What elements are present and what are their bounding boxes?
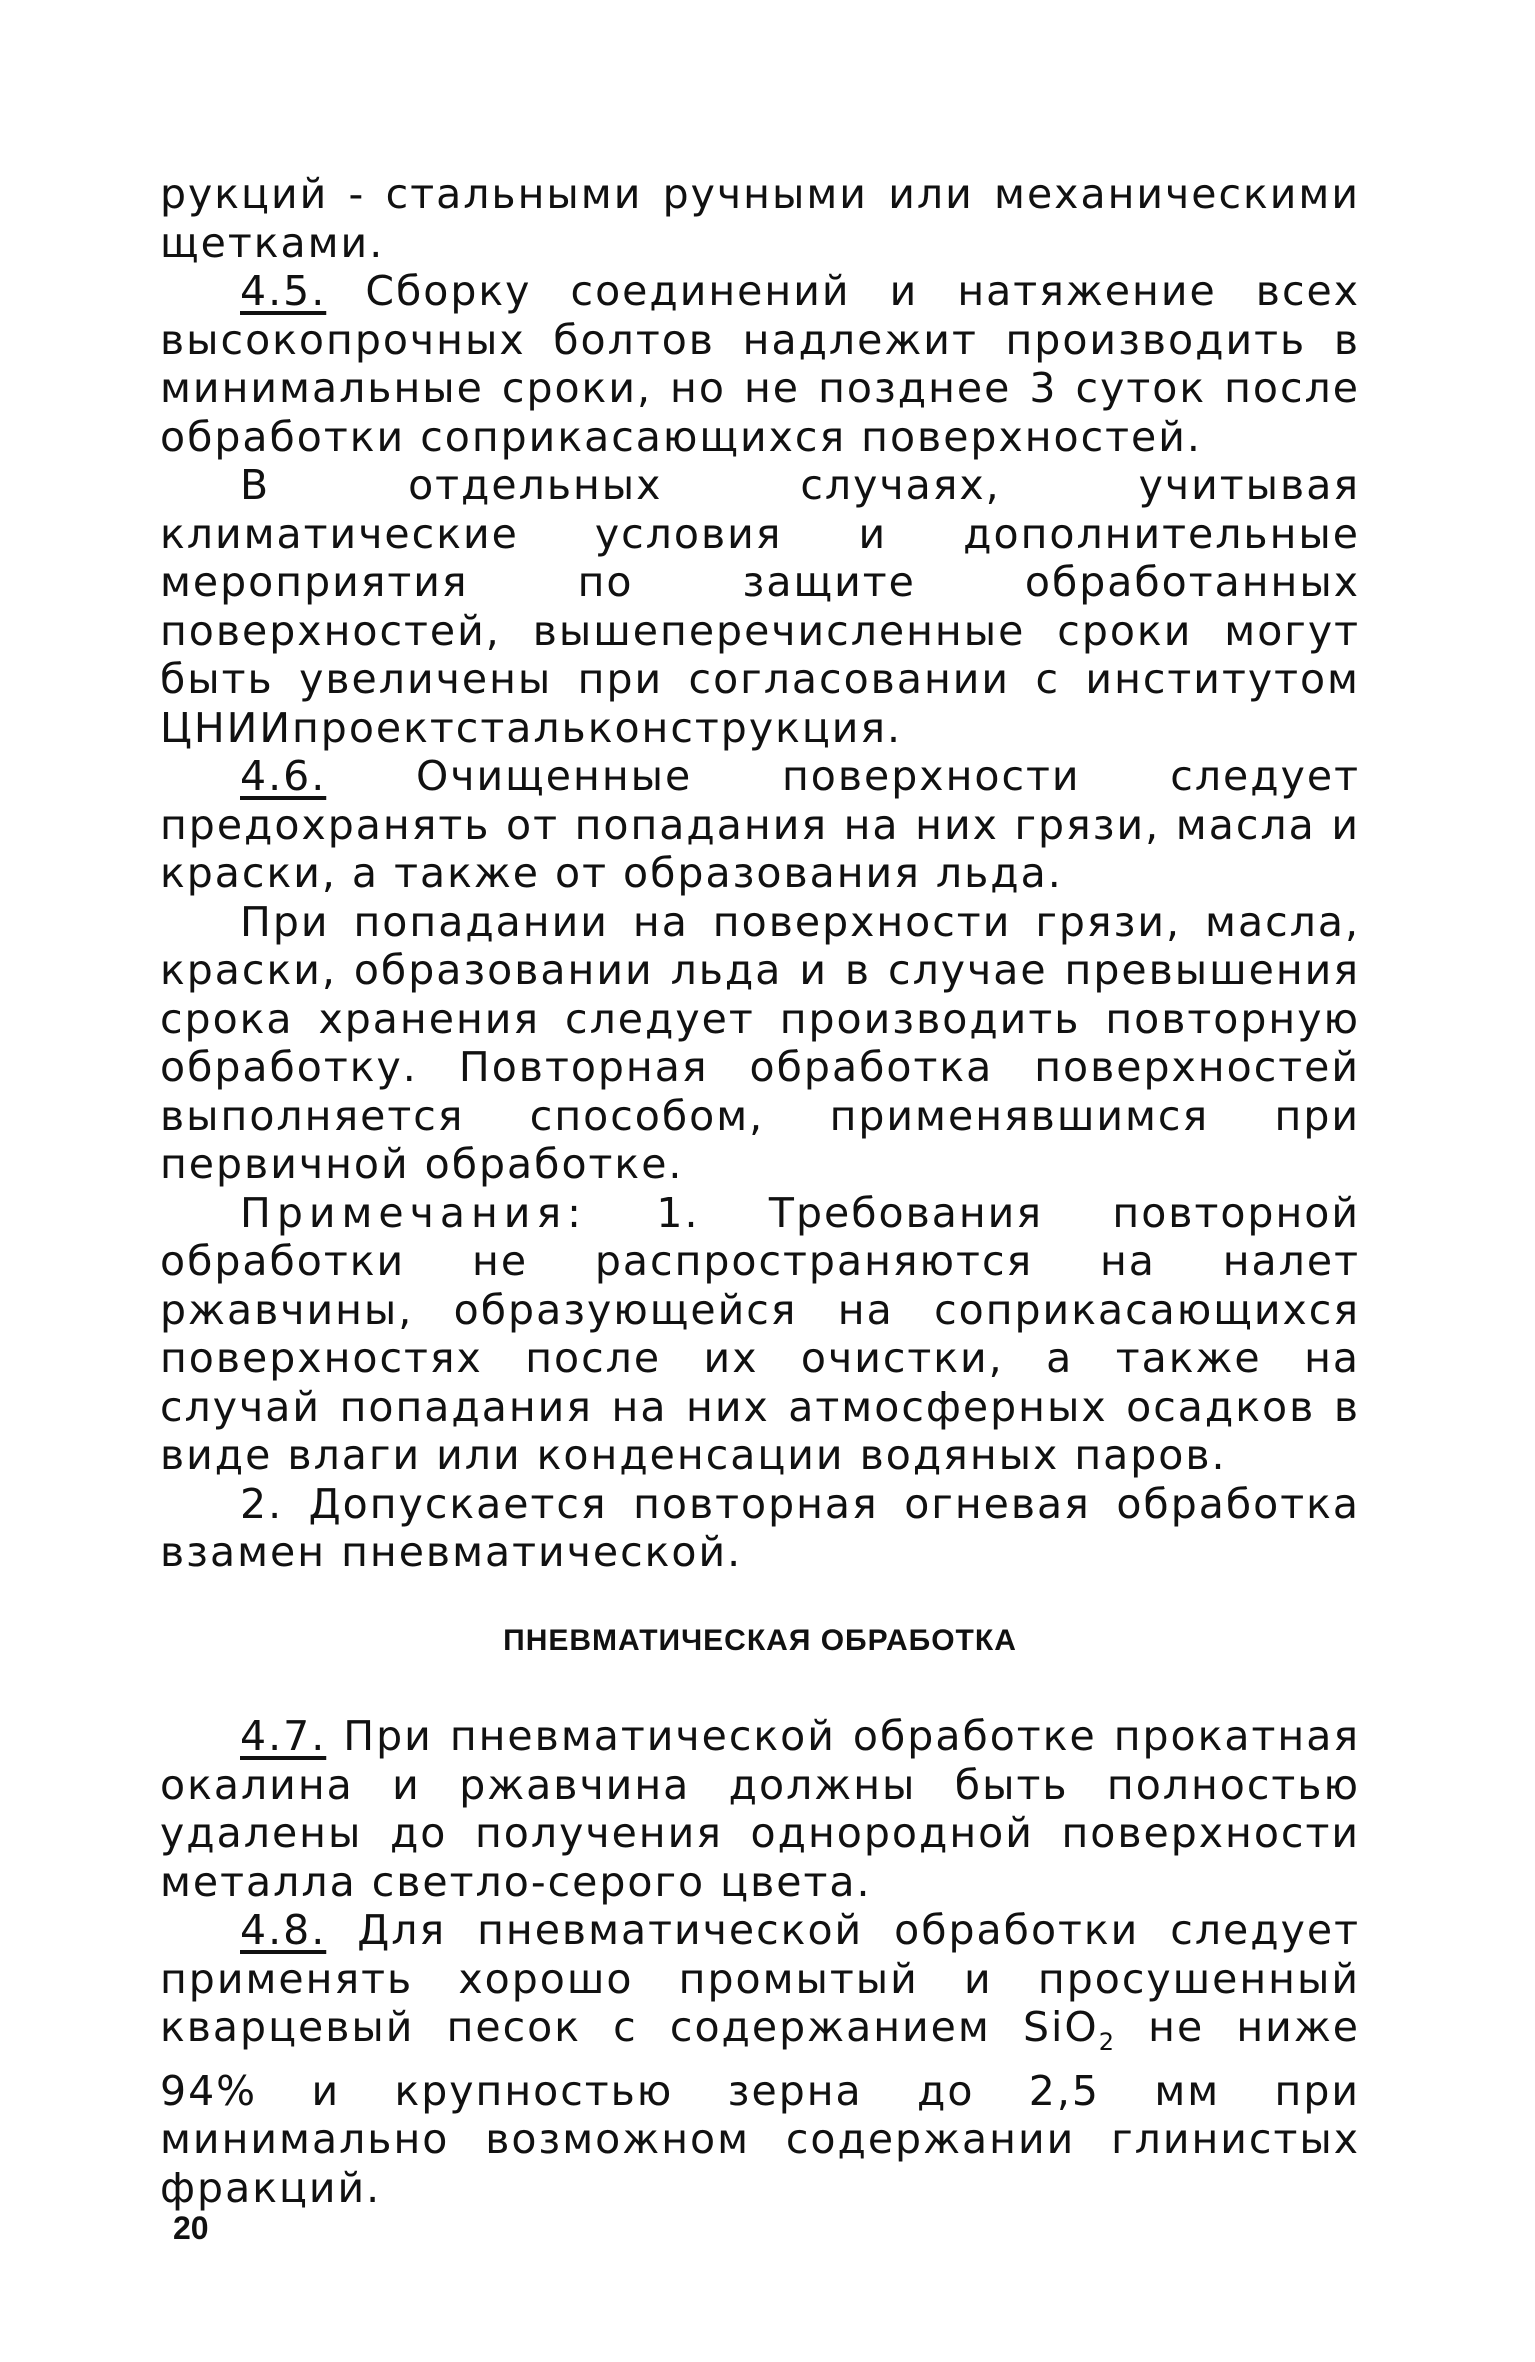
paragraph-text: В отдельных случаях, учитывая климатические условия и дополнительные мероприятия по защите обработанных поверхностей, вышеперечисленные сроки могут быть увеличены при согласовании с институтом ЦНИИпроектстальконструкция. [160, 461, 1360, 752]
paragraph-text: 1. Требования повторной обработки не распространяются на налет ржавчины, образующейся на соприкасающихся поверхностях после их очистки, а также на случай попадания на них атмосферных осадков в виде влаги или конденсации водяных паров. [160, 1188, 1360, 1479]
paragraph-continuation [160, 170, 1360, 267]
notes-label: Примечания: [240, 1188, 587, 1237]
paragraph-special-cases [160, 461, 1360, 752]
notes-paragraph [160, 1189, 1360, 1480]
clause-4-6 [160, 752, 1360, 898]
paragraph-text: рукций - стальными ручными или механическими щетками. [160, 170, 1360, 267]
page-number: 20 [173, 2210, 209, 2246]
paragraph-text: Сборку соединений и натяжение всех высокопрочных болтов надлежит производить в минимальные сроки, но не позднее 3 суток после обработки соприкасающихся поверхностей. [160, 267, 1360, 461]
clause-4-8 [160, 1906, 1360, 2212]
chemical-formula: SiO$_2$ [1022, 2003, 1116, 2057]
clause-number: 4.7. [240, 1712, 327, 1760]
section-heading: ПНЕВМАТИЧЕСКАЯ ОБРАБОТКА [503, 1624, 1017, 1657]
clause-4-5 [160, 267, 1360, 461]
paragraph-text: Для пневматической обработки следует применять хорошо промытый и просушенный кварцевый песок с содержанием [160, 1906, 1360, 2051]
clause-number: 4.6. [240, 752, 327, 800]
paragraph-text: 2. Допускается повторная огневая обработка взамен пневматической. [160, 1479, 1360, 1576]
paragraph-text: не ниже 94% и крупностью зерна до 2,5 мм при минимально возможном содержании глинистых фракций. [160, 2003, 1360, 2212]
body-text-bottom [160, 1712, 1360, 2212]
note-2 [160, 1480, 1360, 1577]
clause-number: 4.8. [240, 1906, 327, 1954]
paragraph-text: При пневматической обработке прокатная окалина и ржавчина должны быть полностью удалены до получения однородной поверхности металла светло-серого цвета. [160, 1712, 1360, 1906]
clause-number: 4.5. [240, 267, 327, 315]
paragraph-contamination [160, 898, 1360, 1189]
body-text-top [160, 170, 1360, 1577]
paragraph-text: Очищенные поверхности следует предохранять от попадания на них грязи, масла и краски, а также от образования льда. [160, 752, 1360, 897]
clause-4-7 [160, 1712, 1360, 1906]
paragraph-text: При попадании на поверхности грязи, масла, краски, образовании льда и в случае превышения срока хранения следует производить повторную обработку. Повторная обработка поверхностей выполняется способом, применявшимся при первичной обработке. [160, 897, 1360, 1188]
